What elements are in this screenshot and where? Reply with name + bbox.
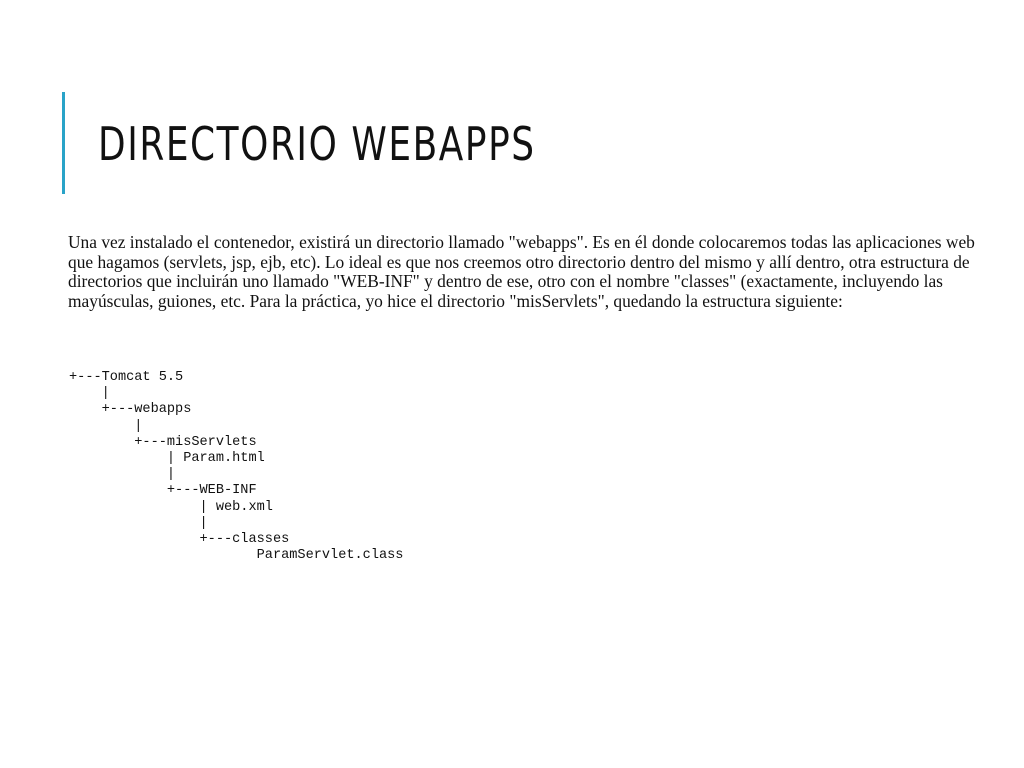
tree-line: |: [69, 386, 110, 402]
tree-line: +---webapps: [69, 402, 192, 418]
tree-line: +---classes: [69, 531, 290, 547]
tree-line: | Param.html: [69, 450, 265, 466]
tree-line: |: [69, 515, 208, 531]
tree-line: +---WEB-INF: [69, 483, 257, 499]
directory-tree: [69, 370, 403, 564]
slide-title: DIRECTORIO WEBAPPS: [98, 117, 536, 171]
tree-line: +---Tomcat 5.5: [69, 370, 184, 385]
tree-line: |: [69, 418, 143, 434]
tree-line: | web.xml: [69, 499, 273, 515]
title-accent-bar: [62, 92, 65, 194]
tree-line: ParamServlet.class: [69, 548, 404, 564]
tree-line: +---misServlets: [69, 434, 257, 450]
tree-line: |: [69, 467, 176, 483]
body-paragraph: Una vez instalado el contenedor, existirá un directorio llamado "webapps". Es en él donde colocaremos todas las aplicaciones web que hagamos (servlets, jsp, ejb, etc). Lo ideal es que nos creemos otro directorio dentro del mismo y allí dentro, otra estructura de directorios que incluirán uno llamado "WEB-INF" y dentro de ese, otro con el nombre "classes" (exactamente, incluyendo las mayúsculas, guiones, etc. Para la práctica, yo hice el directorio "misServlets", quedando la estructura siguiente:: [68, 232, 975, 311]
